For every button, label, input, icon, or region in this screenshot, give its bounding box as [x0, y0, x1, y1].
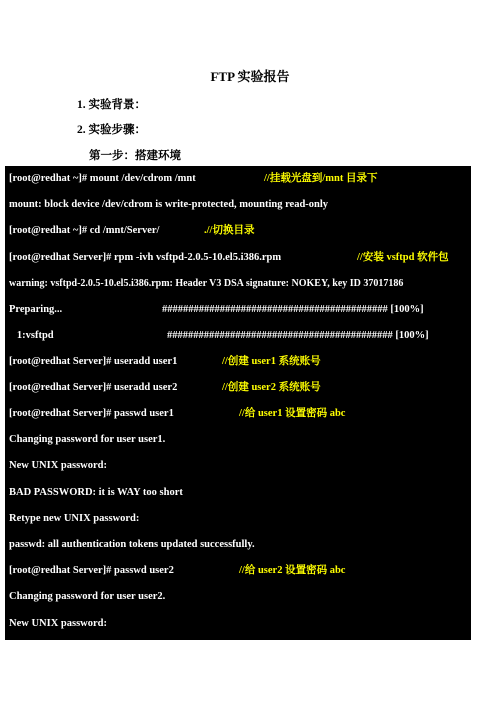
terminal-comment: //给 user2 设置密码 abc — [239, 565, 346, 576]
terminal-command: [root@redhat Server]# useradd user2 — [9, 382, 178, 393]
terminal-output: Changing password for user user1. — [9, 434, 166, 445]
terminal-command: [root@redhat Server]# passwd user2 — [9, 565, 174, 576]
terminal-command: [root@redhat Server]# rpm -ivh vsftpd-2.0.5-10.el5.i386.rpm — [9, 252, 282, 263]
step-one-heading: 第一步：搭建环境 — [89, 150, 181, 162]
terminal-output: Retype new UNIX password: — [9, 513, 140, 524]
terminal-output: Changing password for user user2. — [9, 591, 166, 602]
progress-bar-text: ########################################### [100%] — [167, 330, 429, 341]
terminal-output: 1:vsftpd — [9, 330, 54, 341]
terminal-output: New UNIX password: — [9, 460, 108, 471]
progress-bar-text: ########################################### [100%] — [162, 304, 424, 315]
terminal-comment: //安装 vsftpd 软件包 — [357, 252, 449, 263]
terminal-output: Preparing... — [9, 304, 63, 315]
terminal-block — [5, 166, 471, 640]
terminal-comment: //创建 user2 系统账号 — [222, 382, 321, 393]
terminal-command: [root@redhat ~]# mount /dev/cdrom /mnt — [9, 173, 196, 184]
terminal-comment: .//切换目录 — [204, 225, 255, 236]
terminal-output: BAD PASSWORD: it is WAY too short — [9, 487, 183, 498]
section-steps-heading: 2. 实验步骤： — [77, 124, 146, 136]
terminal-comment: //挂载光盘到/mnt 目录下 — [264, 173, 378, 184]
terminal-output: warning: vsftpd-2.0.5-10.el5.i386.rpm: Header V3 DSA signature: NOKEY, key ID 37017186 — [9, 278, 404, 289]
terminal-command: [root@redhat Server]# passwd user1 — [9, 408, 174, 419]
terminal-command: [root@redhat Server]# useradd user1 — [9, 356, 178, 367]
terminal-output: passwd: all authentication tokens updated successfully. — [9, 539, 255, 550]
section-background-heading: 1. 实验背景： — [77, 99, 146, 111]
terminal-comment: //创建 user1 系统账号 — [222, 356, 321, 367]
terminal-command: [root@redhat ~]# cd /mnt/Server/ — [9, 225, 160, 236]
document-title: FTP 实验报告 — [210, 69, 290, 84]
terminal-output: New UNIX password: — [9, 618, 108, 629]
terminal-comment: //给 user1 设置密码 abc — [239, 408, 346, 419]
terminal-output: mount: block device /dev/cdrom is write-protected, mounting read-only — [9, 199, 329, 210]
